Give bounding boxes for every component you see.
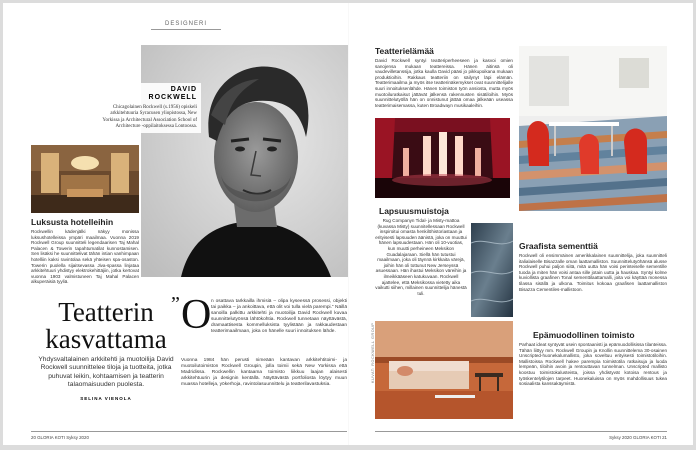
theatre-photo <box>375 118 510 198</box>
page-number-left: 20 <box>31 435 36 440</box>
office-photo <box>375 321 513 419</box>
designer-name-first: DAVID <box>170 86 197 93</box>
office-heading: Epämuodollinen toimisto <box>533 330 635 340</box>
main-headline <box>31 299 181 353</box>
hotel-illustration <box>31 145 139 213</box>
theatre-text: David Rockwell syntyi teatteriperheeseen ja kasvoi omien sanojensa mukaan teattereissa. Hänen äitinsä oli vaudevilletanssija, jotka kaulla David pääsi jo pikkupoikana mukaan produktioihin. Rakkaus teatteriin on säilynyt läpi elämän. Teatterimaailma ja myös itse teatterinäkemykset ovat suunnittelijalle suuri innoituksenlähde. Hänen toimiston työn ansiosta, mutta myös muotoiluratkaisut jättävät jälkensä rakennusten sisätiloihin. Myös suunnittelutyöllä hän on onnistunut jättää omaa jälkeään useassa teatterimaisemassa, kuten Broadwayn musikaaleihin. <box>375 58 513 108</box>
footer-rule-left <box>31 431 347 432</box>
hotel-heading: Luksusta hotelleihin <box>31 217 114 227</box>
photo-credit: KUVAT: ROCKWELL GROUP <box>371 322 375 383</box>
page-number-right: 21 <box>662 435 667 440</box>
magazine-name-left: GLORIA KOTI <box>37 435 65 440</box>
office-illustration <box>375 321 513 419</box>
headline-line-1: Teatterin <box>58 297 154 327</box>
grafic-text: Rockwell oli ensimmäinen amerikkalainen suunnittelija, joka suunnitteli italialaiselle Bisazzalle oman laattamalliston. Suunnittelutyöhänsä alusse Rockwell puhui paljon siitä, mitä uutta hän voisi perinteiselle sementille tuoda ja miten hän voisi antaa sille jotain uutta ja hauskaa. Syntyi kolme kuviollista graafinen Tonal sementtilaattamalli, joita voi käyttää monessa tilassa sisällä ja ulkona. Toimitus kokoaa graafisen laattamalliston Bisazza Cementiles-mallistoon. <box>519 253 667 292</box>
footer-rule-right <box>375 431 667 432</box>
rug-illustration <box>471 223 513 317</box>
theatre-heading: Teatterielämää <box>375 46 434 56</box>
portrait-caption <box>93 83 201 133</box>
footer-right <box>583 435 667 440</box>
page-gutter <box>348 3 349 445</box>
body-column-2: Vuonna 1984 hän perusti nimeään kantavan arkkitehtitoimi- ja muotoilutoimiston Rockwell Groupin, jolla toimii sekä New Yorkissa että Madridissa. Rockwellin kantaama toimisto liikkuu laajan alaisesti arkkitehtuurin ja designin kentällä. Näyttävästä portfoliosta löytyy muun muassa hotelleja, yökerhoja, ravintolasuunnittelu ja teatterilavastuksia. <box>181 358 347 387</box>
headline-line-2: kasvattama <box>45 324 167 354</box>
footer-left <box>31 435 89 440</box>
article-deck: Yhdysvaltalainen arkkitehti ja muotoilija David Rockwell suunnittelee tiloja ja tuotteita, jotka puhuvat leikin, kohtaamisen ja teatterin talaomaisuuden puolesta. <box>38 356 174 388</box>
designer-bio: Chicagolainen Rockwell (s.1956) opiskeli arkkitehtuuria Syracusen yliopistossa, New Yorkissa ja Architectural Association School of Architecture -oppilaitoksessa Lontoossa. <box>102 105 197 129</box>
drop-cap: O <box>181 292 212 338</box>
magazine-name-right: GLORIA KOTI <box>633 435 661 440</box>
designer-name-last: ROCKWELL <box>148 94 197 101</box>
portrait-illustration <box>141 45 348 277</box>
section-label: DESIGNERI <box>151 21 221 30</box>
portrait-photo <box>141 45 348 277</box>
grafic-heading: Graafista sementtiä <box>519 241 598 251</box>
interior-illustration <box>519 46 667 211</box>
byline: SELINA VIENOLA <box>80 396 132 401</box>
quote-mark-icon: ” <box>171 293 180 315</box>
theatre-illustration <box>375 118 510 198</box>
issue-right: Syksy 2020 <box>609 435 632 440</box>
hotel-photo <box>31 145 139 213</box>
toy-heading: Lapsuusmuistoja <box>379 206 449 216</box>
magazine-spread <box>3 3 693 445</box>
body-column-1: n osattava tarkkailla ihmisiä – olipa kyseessä prosessi, objekti tai paikka – ja ankoittava, että olit voi tulla vielä parempi.” Näillä sanoilla palkittu arkkitehti ja muotoilija David Rockwell kuvaa suunnittelutyönsä lähtökohtia. Rockwell tunnetaan näyttävästä, dramaattisesta kommelluksista tyylistään ja rakkaudestaan teatterimaailmaan, joka on hänelle suuri innoituksen lähde. <box>211 299 347 334</box>
hotel-text: Rockwellin kädenjälki näkyy monissa luksushotelleissa ympäri maailmaa. Vuonna 2019 Rockwell Group suunnitteli legendaarisen Taj Mahal Palacen & Towerin tapahtumatilat kunnostamisen. Sen lisäksi he suunnittelivat tähän intian vanhimpaan hotelliin kaksi ravintolaa sekä yhteisen spa-osaston. Towerin puolella sijaitsevassa Jiva-spassa linjataa arkkitehtuuri yhdistyy elektrokehittäjiin, jotka kertovat vuonna 1903 valmistuneen Taj Mahal Palacen alkuperäisiä tyyliä. <box>31 229 139 285</box>
issue-left: Syksy 2020 <box>66 435 89 440</box>
rug-photo <box>471 223 513 317</box>
toy-text: Rug Companyn Tidal- ja Misty-mattoa (kuvassa Misty) suunnitellessaan Rockwell inspiroitui omasta henkilöhistoriastaan ja erityisesti lapsuuden äänistä, joka on muuttui hänen lapsuudestaan. Hän oli 10-vuotias, kun muutti perheineen Meksikon Guadalajaraan. Siellä hän tutustui maailmaan, joka oli täynnä kirkkaita värejä, joihin hän oli tottunut New Jerseyssä asuessaan. Hän ihastui Meksikon väreihin ja ilmeikkääseen katukuvaan. Rockwell ajattelee, että Meksikossa vietetty aika vaikutti siihen, millainen suunnittelija hänestä tuli. <box>375 218 467 296</box>
cement-tiles-photo <box>519 46 667 211</box>
office-text: Parhaat ideat syntyvät usein spontaanisti ja epämuodollisissa tilanteissa. Tähän liittyy mm. Rockwell Groupin ja Knollin suunnittelema 30-osainen Unscripted-huonekalumallisto, joka soveltuu erityisesti toimistotiloihin. Mallistoissa Rockwell hakee parempia toimistotila ratkaisuja ja luoda lempeän, tiloihin avoin ja rentouttavan tunnelman. Unscripted mallisto koostuu toimistokalusteista, joissa yhdistyvät kotoisa rentous ja työskentelytilojen tarpeet. Huonekaluissa on myös mahdollisuus tukea sosiaalista kanssakäymistä. <box>519 342 667 387</box>
